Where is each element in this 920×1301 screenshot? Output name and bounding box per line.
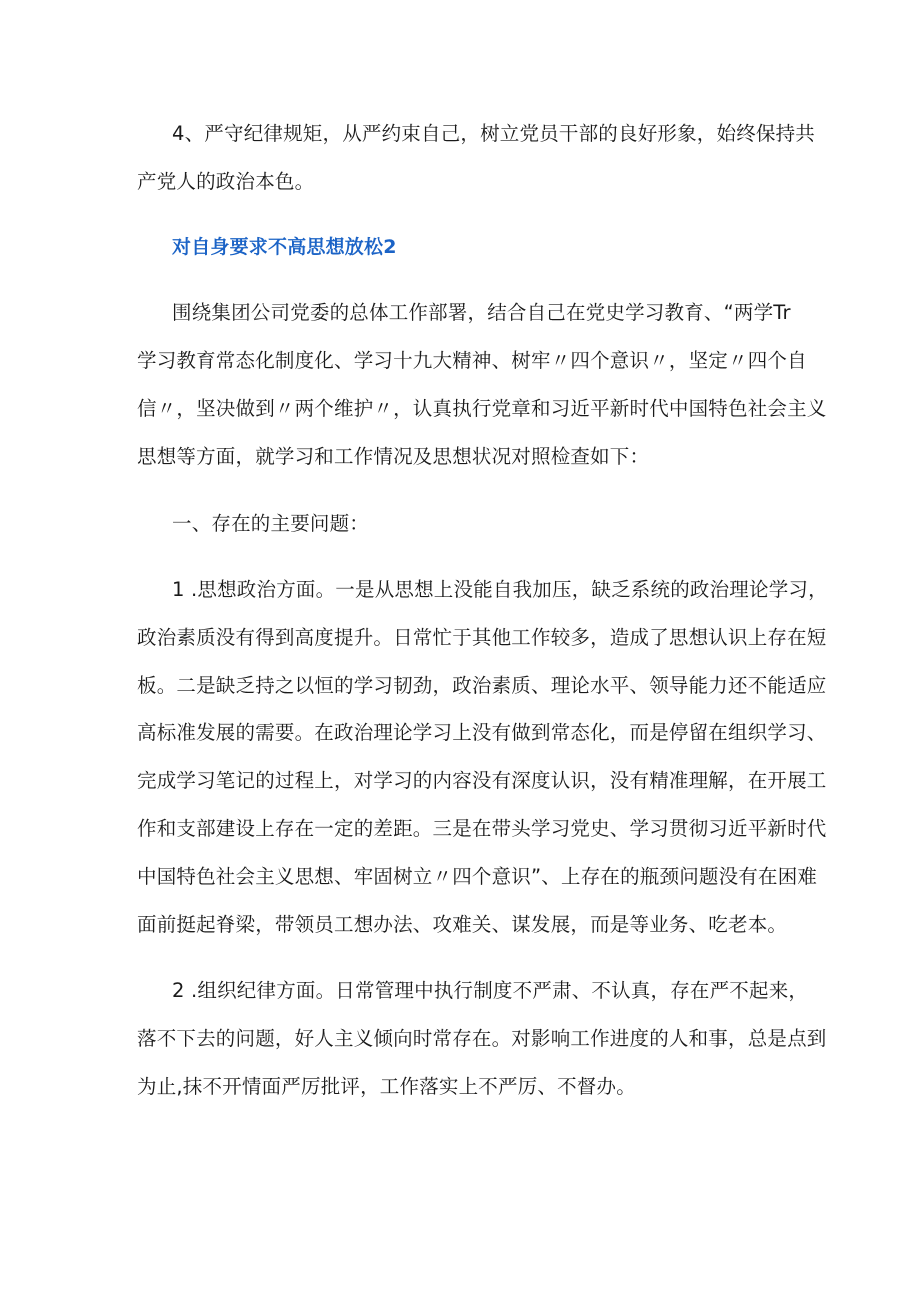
item4-line-2: 产党人的政治本色。 [137, 170, 315, 193]
item4-line-1: 4、严守纪律规矩，从严约束自己，树立党员干部的良好形象，始终保持共 [172, 122, 816, 145]
intro-line-1: 围绕集团公司党委的总体工作部署，结合自己在党史学习教育、“两学Tr [172, 301, 791, 324]
para1-line-5: 完成学习笔记的过程上，对学习的内容没有深度认识，没有精准理解，在开展工 [137, 769, 827, 792]
para1-line-4: 高标准发展的需要。在政治理论学习上没有做到常态化，而是停留在组织学习、 [137, 721, 827, 744]
para1-line-1: 1 .思想政治方面。一是从思想上没能自我加压，缺乏系统的政治理论学习， [172, 578, 828, 601]
para1-line-7: 中国特色社会主义思想、牢固树立〃四个意识”、上存在的瓶颈问题没有在困难 [137, 865, 818, 888]
para1-line-6: 作和支部建设上存在一定的差距。三是在带头学习党史、学习贯彻习近平新时代 [137, 817, 827, 840]
section-heading: 对自身要求不高思想放松2 [172, 236, 397, 258]
para1-line-8: 面前挺起脊梁，带领员工想办法、攻难关、谋发展，而是等业务、吃老本。 [137, 913, 788, 936]
intro-line-2: 学习教育常态化制度化、学习十九大精神、树牢〃四个意识〃，坚定〃四个自 [137, 349, 807, 372]
intro-line-3: 信〃，坚决做到〃两个维护〃，认真执行党章和习近平新时代中国特色社会主义 [137, 397, 827, 420]
intro-line-4: 思想等方面，就学习和工作情况及思想状况对照检查如下： [137, 445, 650, 468]
para2-line-2: 落不下去的问题，好人主义倾向时常存在。对影响工作进度的人和事，总是点到 [137, 1027, 827, 1050]
para2-line-1: 2 .组织纪律方面。日常管理中执行制度不严肃、不认真，存在严不起来， [172, 979, 809, 1002]
para1-line-2: 政治素质没有得到高度提升。日常忙于其他工作较多，造成了思想认识上存在短 [137, 626, 827, 649]
para1-line-3: 板。二是缺乏持之以恒的学习韧劲，政治素质、理论水平、领导能力还不能适应 [137, 674, 827, 697]
problems-title: 一、存在的主要问题： [172, 512, 370, 535]
para2-line-3: 为止,抹不开情面严厉批评，工作落实上不严厉、不督办。 [137, 1075, 636, 1098]
